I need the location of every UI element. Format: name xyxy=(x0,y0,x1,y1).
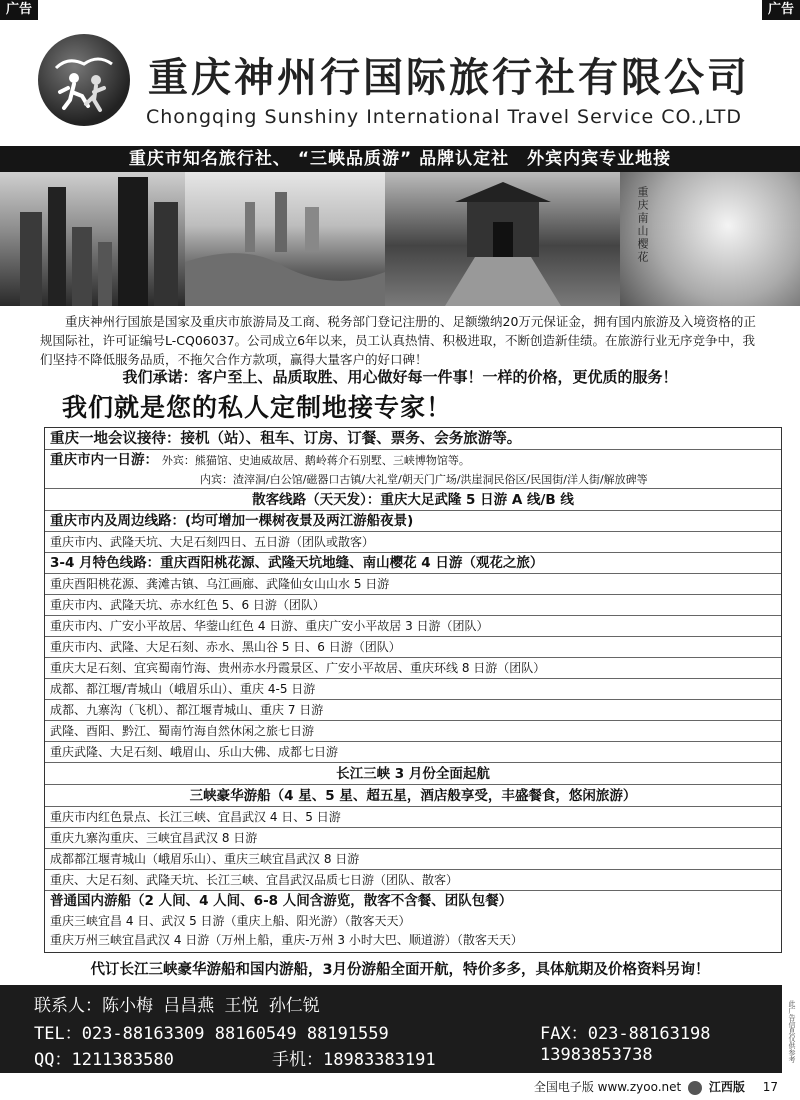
ad-label-left: 广告 xyxy=(0,0,38,20)
table-row: 武隆、酉阳、黔江、蜀南竹海自然休闲之旅七日游 xyxy=(45,721,781,742)
table-row: 重庆万州三峡宜昌武汉 4 日游（万州上船，重庆-万州 3 小时大巴、顺道游）（散客天天） xyxy=(50,933,523,947)
table-row: 重庆武隆、大足石刻、峨眉山、乐山大佛、成都七日游 xyxy=(45,742,781,763)
promise-line: 我们承诺：客户至上、品质取胜、用心做好每一件事！一样的价格，更优质的服务！ xyxy=(122,368,678,386)
table-row: 重庆市内、武隆天坑、赤水红色 5、6 日游（团队） xyxy=(45,595,781,616)
table-row: 3-4 月特色线路：重庆酉阳桃花源、武隆天坑地缝、南山樱花 4 日游（观花之旅） xyxy=(45,553,781,574)
logo-figures-icon xyxy=(38,34,130,126)
company-header xyxy=(30,26,770,146)
photo-cherry-blossom xyxy=(620,172,800,306)
table-row: 重庆市内、武隆天坑、大足石刻四日、五日游（团队或散客） xyxy=(45,532,781,553)
photo-strip xyxy=(0,172,800,306)
table-row xyxy=(45,470,781,489)
table-row: 成都都江堰青城山（峨眉乐山）、重庆三峡宜昌武汉 8 日游 xyxy=(45,849,781,870)
headline-slogan: 我们就是您的私人定制地接专家！ xyxy=(62,393,453,422)
contact-qq: QQ：1211383580 xyxy=(34,1050,174,1070)
temple-icon xyxy=(385,172,620,306)
page-number: 17 xyxy=(762,1080,778,1094)
table-row: 成都、九寨沟（飞机）、都江堰青城山、重庆 7 日游 xyxy=(45,700,781,721)
page-footer xyxy=(534,1078,778,1095)
table-row: 三峡豪华游船（4 星、5 星、超五星，酒店般享受，丰盛餐食，悠闲旅游） xyxy=(45,785,781,807)
photo-river-city xyxy=(185,172,385,306)
contact-mobile: 手机：18983383191 xyxy=(272,1050,436,1070)
photo-city-night xyxy=(0,172,185,306)
table-row: 重庆市内、广安小平故居、华蓥山红色 4 日游、重庆广安小平故居 3 日游（团队） xyxy=(45,616,781,637)
table-row: 成都、都江堰/青城山（峨眉乐山）、重庆 4-5 日游 xyxy=(45,679,781,700)
table-row xyxy=(45,450,781,470)
row-text: 外宾：熊猫馆、史迪威故居、鹅岭蒋介石别墅、三峡博物馆等。 xyxy=(161,454,470,467)
table-row: 重庆九寨沟重庆、三峡宜昌武汉 8 日游 xyxy=(45,828,781,849)
company-name-cn: 重庆神州行国际旅行社有限公司 xyxy=(148,54,750,101)
contact-mobile-2: 13983853738 xyxy=(540,1045,653,1065)
table-row: 普通国内游船（2 人间、4 人间、6-8 人间含游览，散客不含餐、团队包餐） xyxy=(50,893,513,909)
side-note: 此广告信息仅供参考 xyxy=(788,1000,796,1063)
table-row: 重庆、大足石刻、武隆天坑、长江三峡、宜昌武汉品质七日游（团队、散客） xyxy=(45,870,781,891)
company-intro: 重庆神州行国旅是国家及重庆市旅游局及工商、税务部门登记注册的、足额缴纳20万元保证金，拥有国内旅游及入境资格的正规国际社，许可证编号L-CQ06037。公司成立6年以来，员工认真热情、积极进取，不断创造新佳绩。在旅游行业无序竞争中，我们坚持不降低服务品质，不拖欠合作方款项，赢得大量客户的好口碑！ xyxy=(40,314,756,367)
river-icon xyxy=(185,172,385,306)
table-row: 重庆市内、武隆、大足石刻、赤水、黑山谷 5 日、6 日游（团队） xyxy=(45,637,781,658)
photo-temple-gate xyxy=(385,172,620,306)
route-table xyxy=(44,427,782,953)
edition-badge-icon xyxy=(688,1081,702,1095)
slogan-banner: 重庆市知名旅行社、 “三峡品质游” 品牌认定社 外宾内宾专业地接 xyxy=(0,146,800,172)
table-row: 重庆酉阳桃花源、龚滩古镇、乌江画廊、武隆仙女山山水 5 日游 xyxy=(45,574,781,595)
cherry-sign-text: 重庆南山樱花 xyxy=(636,186,649,264)
table-row: 重庆一地会议接待：接机（站）、租车、订房、订餐、票务、会务旅游等。 xyxy=(45,428,781,450)
contact-panel xyxy=(0,985,782,1073)
contact-tel: TEL：023-88163309 88160549 88191559 xyxy=(34,1024,389,1044)
row-title: 重庆市内一日游： xyxy=(50,452,158,468)
table-row: 散客线路（天天发）：重庆大足武隆 5 日游 A 线/B 线 xyxy=(45,489,781,511)
company-logo xyxy=(38,34,130,126)
footer-edition: 江西版 xyxy=(708,1080,745,1094)
contact-fax: FAX：023-88163198 xyxy=(540,1024,711,1044)
company-name-en: Chongqing Sunshiny International Travel Service CO.,LTD xyxy=(146,106,743,128)
row-text: 内宾：渣滓洞/白公馆/磁器口古镇/大礼堂/朝天门广场/洪崖洞民俗区/民国街/洋人街/解放碑等 xyxy=(200,473,648,486)
footer-site: 全国电子版 www.zyoo.net xyxy=(533,1080,682,1094)
contact-people: 联系人：陈小梅 吕昌燕 王悦 孙仁锐 xyxy=(34,996,320,1016)
skyline-icon xyxy=(0,172,185,306)
table-row: 重庆大足石刻、宜宾蜀南竹海、贵州赤水丹霞景区、广安小平故居、重庆环线 8 日游（团队） xyxy=(45,658,781,679)
table-row: 重庆市内及周边线路：(均可增加一棵树夜景及两江游船夜景) xyxy=(45,511,781,532)
cruise-notice: 代订长江三峡豪华游船和国内游船，3月份游船全面开航，特价多多，具体航期及价格资料另询！ xyxy=(90,962,710,978)
table-row: 重庆市内红色景点、长江三峡、宜昌武汉 4 日、5 日游 xyxy=(45,807,781,828)
table-row: 长江三峡 3 月份全面起航 xyxy=(45,763,781,785)
ad-label-right: 广告 xyxy=(762,0,800,20)
table-row: 重庆三峡宜昌 4 日、武汉 5 日游（重庆上船、阳光游）（散客天天） xyxy=(50,914,411,928)
